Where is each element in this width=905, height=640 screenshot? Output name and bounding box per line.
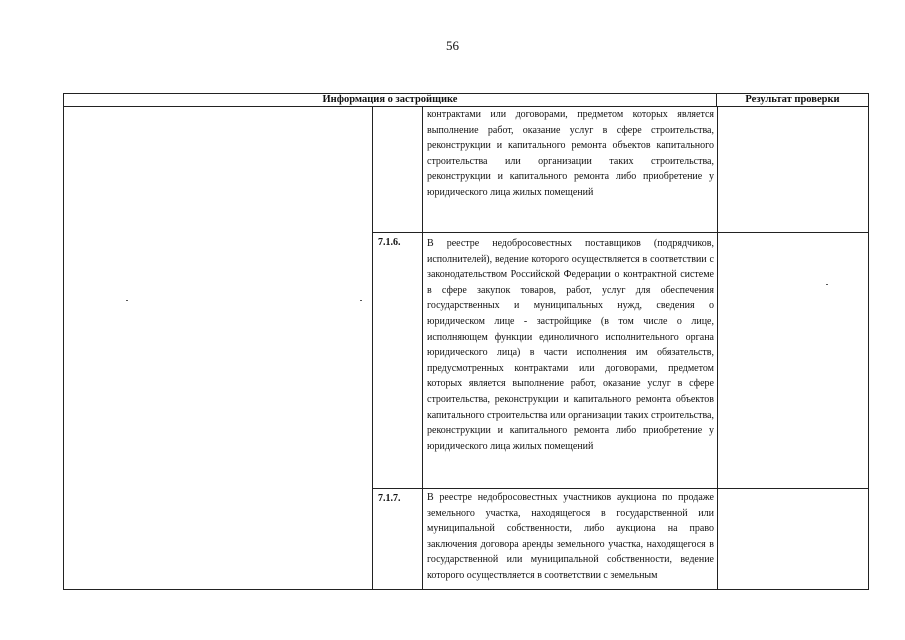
result-cell bbox=[718, 489, 868, 589]
table-row bbox=[373, 107, 717, 233]
item-text: контрактами или договорами, предметом которых является выполнение работ, оказание услуг в сфере строительства, реконструкции и капитального ремонта объектов капитального строительства или организации таких строительства, реконструкции и капитального ремонта либо приобретение у юридического лица жилых помещений bbox=[427, 109, 714, 198]
table-row bbox=[373, 489, 717, 589]
item-number bbox=[373, 107, 423, 232]
scan-speck bbox=[126, 300, 128, 301]
header-developer-info: Информация о застройщике bbox=[64, 94, 717, 106]
table-row bbox=[373, 233, 717, 489]
item-text: В реестре недобросовестных поставщиков (подрядчиков, исполнителей), ведение которого осуществляется в соответствии с законодательством Российской Федерации о контрактной системе в сфере закупок товаров, работ, услуг для обеспечения государственных и муниципальных нужд, сведения о юридическом лице - застройщике (в том числе о лице, исполняющем функции единоличного исполнительного органа юридического лица) в части исполнения им обязательств, предусмотренных контрактами или договорами, предметом которых является выполнение работ, оказание услуг в сфере строительства, реконструкции и капитального ремонта объектов капитального строительства или организации таких строительства, реконструкции и капитального ремонта либо приобретение у юридического лица жилых помещений bbox=[427, 238, 714, 452]
item-number: 7.1.7. bbox=[373, 489, 423, 589]
table-body bbox=[64, 107, 868, 589]
table-header bbox=[64, 94, 868, 107]
result-cell bbox=[718, 233, 868, 489]
items-column bbox=[373, 107, 718, 589]
result-cell bbox=[718, 107, 868, 233]
merged-left-cell bbox=[64, 107, 373, 589]
page-number: 56 bbox=[446, 38, 459, 53]
scan-speck bbox=[826, 284, 828, 285]
item-text: В реестре недобросовестных участников аукциона по продаже земельного участка, находящегося в государственной или муниципальной собственности, либо аукциона на право заключения договора аренды земельного участка, находящегося в государственной или муниципальной собственности, ведение которого осуществляется в соответствии с земельным bbox=[427, 492, 714, 581]
item-number: 7.1.6. bbox=[373, 233, 423, 488]
scan-speck bbox=[360, 300, 362, 301]
inspection-table bbox=[63, 93, 869, 590]
header-check-result: Результат проверки bbox=[745, 94, 840, 105]
result-column bbox=[718, 107, 868, 589]
